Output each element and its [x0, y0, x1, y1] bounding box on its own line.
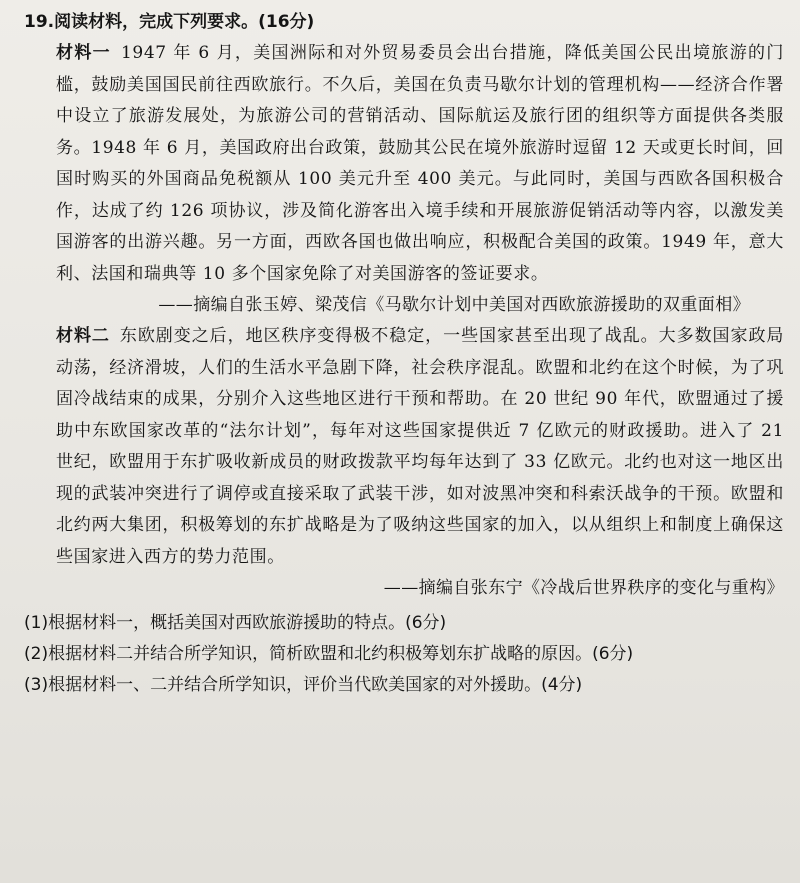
sub-question-3: (3)根据材料一、二并结合所学知识，评价当代欧美国家的对外援助。(4分) [24, 675, 583, 695]
material2-label: 材料二 [56, 326, 110, 346]
question-title: 19.阅读材料，完成下列要求。(16分) [24, 12, 315, 32]
material2-text: 东欧剧变之后，地区秩序变得极不稳定，一些国家甚至出现了战乱。大多数国家政局动荡，经济滑坡，人们的生活水平急剧下降，社会秩序混乱。欧盟和北约在这个时候，为了巩固冷战结束的成果，分别介入这些地区进行干预和帮助。在 20 世纪 90 年代，欧盟通过了援助中东欧国家改革的“法尔计划”，每年对这些国家提供近 7 亿欧元的财政援助。进入了 21 世纪，欧盟用于东扩吸收新成员的财政拨款平均每年达到了 33 亿欧元。北约也对这一地区出现的武装冲突进行了调停或直接采取了武装干涉，如对波黑冲突和科索沃战争的干预。欧盟和北约两大集团，积极筹划的东扩战略是为了吸纳这些国家的加入，以从组织上和制度上确保这些国家进入西方的势力范围。 [56, 326, 784, 567]
material1-paragraph [24, 38, 784, 290]
material2-paragraph [24, 321, 784, 573]
material1-text: 1947 年 6 月，美国洲际和对外贸易委员会出台措施，降低美国公民出境旅游的门槛，鼓励美国国民前往西欧旅行。不久后，美国在负责马歇尔计划的管理机构——经济合作署中设立了旅游发展处，为旅游公司的营销活动、国际航运及旅行团的组织等方面提供各类服务。1948 年 6 月，美国政府出台政策，鼓励其公民在境外旅游时逗留 12 天或更长时间，回国时购买的外国商品免税额从 100 美元升至 400 美元。与此同时，美国与西欧各国积极合作，达成了约 126 项协议，涉及简化游客出入境手续和开展旅游促销活动等内容，以激发美国游客的出游兴趣。另一方面，西欧各国也做出响应，积极配合美国的政策。1949 年，意大利、法国和瑞典等 10 多个国家免除了对美国游客的签证要求。 [56, 43, 784, 284]
sub-question-1: (1)根据材料一，概括美国对西欧旅游援助的特点。(6分) [24, 613, 447, 633]
sub-question-2: (2)根据材料二并结合所学知识，简析欧盟和北约积极筹划东扩战略的原因。(6分) [24, 644, 634, 664]
material1-source: ——摘编自张玉婷、梁茂信《马歇尔计划中美国对西欧旅游援助的双重面相》 [158, 295, 750, 315]
material1-label: 材料一 [56, 43, 111, 63]
sub-question-list [24, 608, 784, 701]
material2-source: ——摘编自张东宁《冷战后世界秩序的变化与重构》 [383, 578, 784, 598]
